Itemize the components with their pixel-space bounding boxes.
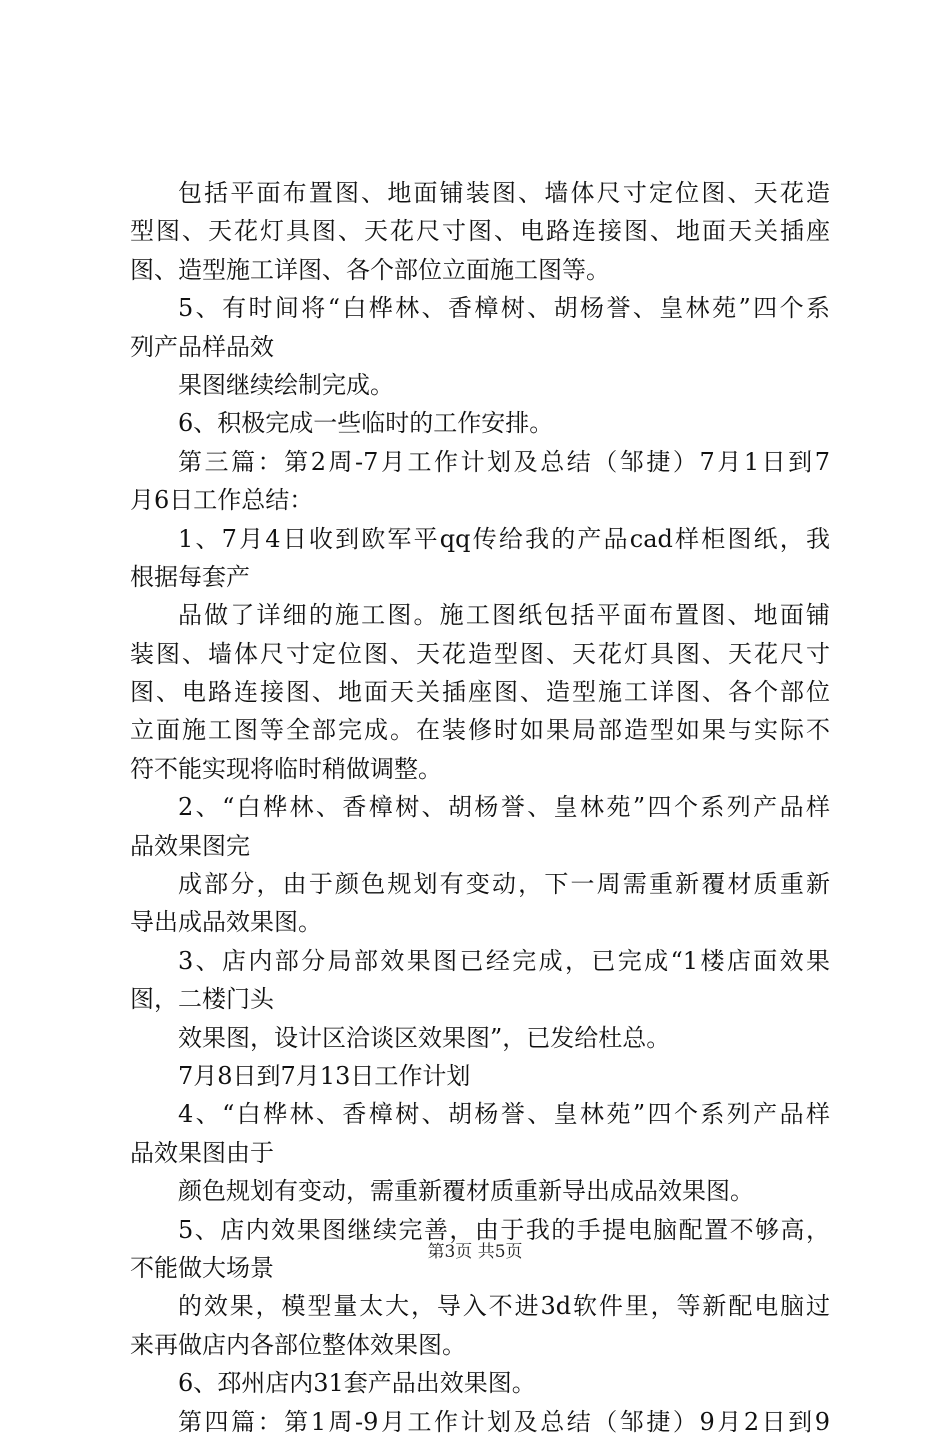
text-line: 图，二楼门头 xyxy=(130,985,274,1014)
text-line: 果图继续绘制完成。 xyxy=(178,370,394,399)
text-line: 立面施工图等全部完成。在装修时如果局部造型如果与实际不 xyxy=(130,716,830,745)
text-line: 根据每套产 xyxy=(130,562,250,591)
text-line: 图、造型施工详图、各个部位立面施工图等。 xyxy=(130,255,610,284)
text-line: 4、“白桦林、香樟树、胡杨誉、皇林苑”四个系列产品样 xyxy=(178,1100,830,1129)
text-line: 6、积极完成一些临时的工作安排。 xyxy=(178,409,554,438)
text-line: 5、店内效果图继续完善，由于我的手提电脑配置不够高， xyxy=(178,1215,830,1244)
text-line: 3、店内部分局部效果图已经完成，已完成“1楼店面效果 xyxy=(178,946,830,975)
text-line: 5、有时间将“白桦林、香樟树、胡杨誉、皇林苑”四个系 xyxy=(178,294,830,323)
text-line: 图、电路连接图、地面天关插座图、造型施工详图、各个部位 xyxy=(130,678,830,707)
text-line: 效果图，设计区洽谈区效果图”，已发给杜总。 xyxy=(178,1023,671,1052)
text-line: 第三篇：第2周-7月工作计划及总结（邹捷）7月1日到7 xyxy=(178,447,830,476)
text-line: 装图、墙体尺寸定位图、天花造型图、天花灯具图、天花尺寸 xyxy=(130,639,830,668)
text-line: 列产品样品效 xyxy=(130,332,274,361)
text-line: 品做了详细的施工图。施工图纸包括平面布置图、地面铺 xyxy=(178,601,830,630)
text-line: 符不能实现将临时稍做调整。 xyxy=(130,754,442,783)
text-line: 包括平面布置图、地面铺装图、墙体尺寸定位图、天花造 xyxy=(178,179,830,207)
page-footer: 第3页 共5页 xyxy=(427,1242,523,1262)
text-line: 7月8日到7月13日工作计划 xyxy=(178,1061,471,1090)
text-line: 成部分，由于颜色规划有变动，下一周需重新覆材质重新 xyxy=(178,870,830,899)
text-line: 颜色规划有变动，需重新覆材质重新导出成品效果图。 xyxy=(178,1177,754,1206)
text-line: 6、邳州店内31套产品出效果图。 xyxy=(178,1369,536,1398)
text-line: 2、“白桦林、香樟树、胡杨誉、皇林苑”四个系列产品样 xyxy=(178,793,830,822)
text-line: 导出成品效果图。 xyxy=(130,908,322,937)
text-line: 1、7月4日收到欧军平qq传给我的产品cad样柜图纸，我 xyxy=(178,524,830,553)
text-line: 不能做大场景 xyxy=(130,1253,274,1282)
text-line: 第四篇：第1周-9月工作计划及总结（邹捷）9月2日到9 xyxy=(178,1407,830,1436)
text-line: 月6日工作总结： xyxy=(130,486,314,515)
text-line: 的效果，模型量太大，导入不进3d软件里，等新配电脑过 xyxy=(178,1292,830,1321)
text-line: 品效果图完 xyxy=(130,831,250,860)
text-line: 来再做店内各部位整体效果图。 xyxy=(130,1330,466,1359)
text-line: 型图、天花灯具图、天花尺寸图、电路连接图、地面天关插座 xyxy=(130,217,830,246)
text-line: 品效果图由于 xyxy=(130,1138,274,1167)
